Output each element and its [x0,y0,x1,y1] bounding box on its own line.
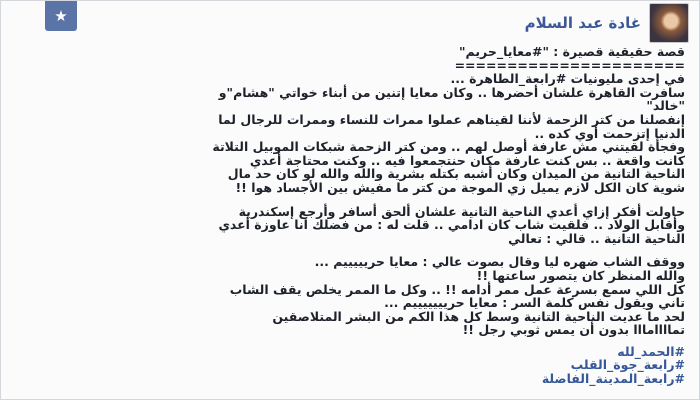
text-line: وأقابل الولاد .. فلقيت شاب كان ادامي .. قلت له : من فضلك انا عاوزة أعدي [218,217,685,233]
hashtag-link[interactable]: #الحمد_لله [617,343,685,359]
text-line: الدنيا إتزحمت أوي كده .. [534,125,685,141]
hashtag-link[interactable]: #رابعة_جوة_القلب [570,357,685,373]
text-line: ووقف الشاب ضهره ليا وقال بصوت عالي : معايا حريييييم ... [314,254,685,270]
text-line: "خالد" [646,98,685,114]
paragraph-2 [21,205,685,246]
post-title: قصة حقيقية قصيرة : "#معايا_حريم" [459,44,685,59]
text-line: إنفصلنا من كتر الزحمة لأننا لقيناهم عملوا ممرات للنساء وممرات للرجال لما [218,111,685,127]
text-line: حاولت أفكر إزاي أعدي الناحية التانية علشان ألحق أسافر وأرجع إسكندرية [238,203,685,219]
hashtag-link[interactable]: #رابعة_المدينة_الفاضلة [541,371,685,387]
text-line: كانت واقعة .. بس كنت عارفة مكان حنتجمعوا فيه .. وكنت محتاجة أعدي [249,152,685,168]
text-line: الناحية التانية من الميدان وكان أشبه بكتله بشرية والله والله لو كان حد مال [227,166,685,182]
separator-line: ====================== [454,57,685,73]
text-line: في إحدى مليونيات #رابعة_الطاهرة ... [450,71,685,87]
star-icon: ★ [54,7,68,25]
text-line: الناحية التانية .. قالي : تعالي [508,230,685,246]
paragraph-1 [21,72,685,194]
text-line: والله المنظر كان يتصور ساعتها !! [476,267,685,283]
text-line: وفجأة لقيتني مش عارفة أوصل لهم .. ومن كتر الزحمة شبكات الموبيل التلاتة [212,139,685,155]
author-name[interactable]: غادة عبد السلام [524,14,641,32]
text-line: تماااامااا بدون أن يمس ثوبي رجل !! [462,322,685,338]
text-line: تاني ويقول نفس كلمة السر : معايا حريييييييم ... [384,295,685,311]
text-line: كل اللي سمع بسرعة عمل ممر أدامه !! .. وكل ما الممر يخلص يقف الشاب [229,281,685,297]
post-body [21,45,685,386]
avatar[interactable] [649,3,689,43]
star-button[interactable] [45,1,77,31]
text-line: شوية كان الكل لازم يميل زي الموجة من كتر ما مفيش بين الأجساد هوا !! [235,179,685,195]
post-header [525,3,689,43]
hashtag-list [21,345,685,386]
text-line: سافرت القاهرة علشان أحضرها .. وكان معايا إتنين من أبناء خواتي "هشام"و [218,84,685,100]
paragraph-3 [21,255,685,337]
text-line: لحد ما عديت الناحية التانية وسط كل هذا الكم من البشر المتلاصقين [272,308,685,324]
